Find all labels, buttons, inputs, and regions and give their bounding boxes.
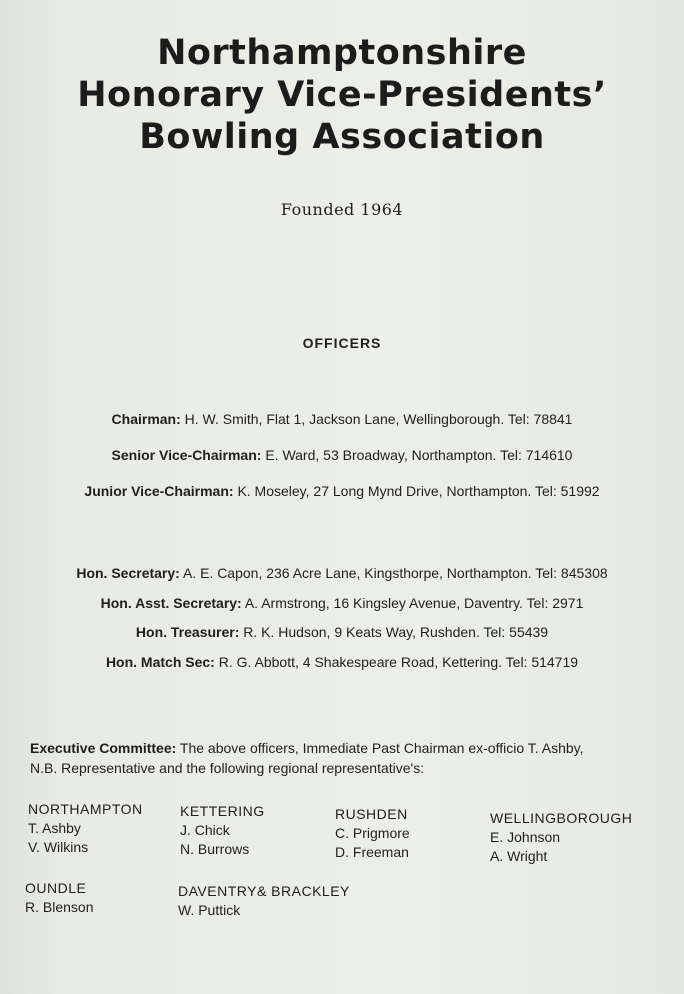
region-name: DAVENTRY& BRACKLEY — [178, 883, 350, 899]
region-name: NORTHAMPTON — [28, 801, 143, 817]
officer-details: K. Moseley, 27 Long Mynd Drive, Northampton. Tel: 51992 — [237, 483, 600, 499]
officer-role: Hon. Treasurer: — [135, 624, 240, 640]
officer-details: A. Armstrong, 16 Kingsley Avenue, Daventry. Tel: 2971 — [244, 595, 584, 611]
officer-details: R. G. Abbott, 4 Shakespeare Road, Kettering. Tel: 514719 — [218, 654, 579, 670]
officer-details: R. K. Hudson, 9 Keats Way, Rushden. Tel: 55439 — [243, 624, 549, 640]
region-member: W. Puttick — [178, 902, 241, 918]
region-member: J. Chick — [180, 822, 230, 838]
officer-hon-match-sec — [0, 654, 684, 670]
officer-chairman — [0, 411, 684, 427]
officers-heading: OFFICERS — [302, 335, 382, 351]
executive-committee — [30, 738, 630, 778]
title-line-3: Bowling Association — [139, 117, 545, 157]
region-oundle — [25, 879, 93, 917]
region-member: E. Johnson — [490, 829, 561, 845]
title-line-2: Honorary Vice-Presidents’ — [77, 75, 607, 115]
region-rushden — [335, 805, 410, 862]
region-wellingborough — [490, 809, 632, 866]
officer-hon-asst-secretary — [0, 595, 684, 611]
region-name: KETTERING — [180, 803, 265, 819]
executive-line-2: N.B. Representative and the following regional representative's: — [30, 760, 425, 776]
region-northampton — [28, 800, 143, 857]
executive-line-1: The above officers, Immediate Past Chairman ex-officio T. Ashby, — [179, 740, 584, 756]
region-member: N. Burrows — [180, 841, 250, 857]
officer-role: Junior Vice-Chairman: — [84, 483, 234, 499]
officer-role: Hon. Secretary: — [76, 565, 180, 581]
region-member: A. Wright — [490, 848, 548, 864]
officer-role: Hon. Match Sec: — [105, 654, 215, 670]
officer-role: Senior Vice-Chairman: — [111, 447, 262, 463]
page-title — [0, 32, 684, 158]
officer-details: E. Ward, 53 Broadway, Northampton. Tel: 714610 — [265, 447, 573, 463]
region-member: R. Blenson — [25, 899, 94, 915]
title-line-1: Northamptonshire — [157, 33, 527, 73]
officer-details: A. E. Capon, 236 Acre Lane, Kingsthorpe, Northampton. Tel: 845308 — [182, 565, 608, 581]
region-member: T. Ashby — [28, 820, 81, 836]
region-member: V. Wilkins — [28, 839, 89, 855]
region-member: D. Freeman — [335, 844, 409, 860]
executive-role: Executive Committee: — [30, 740, 177, 756]
officer-junior-vice-chairman — [0, 483, 684, 499]
officer-senior-vice-chairman — [0, 447, 684, 463]
officer-role: Chairman: — [111, 411, 181, 427]
officer-details: H. W. Smith, Flat 1, Jackson Lane, Wellingborough. Tel: 78841 — [184, 411, 573, 427]
region-name: RUSHDEN — [335, 806, 408, 822]
officer-hon-secretary — [0, 565, 684, 581]
founded-text: Founded 1964 — [280, 200, 404, 219]
officer-hon-treasurer — [0, 624, 684, 640]
region-name: OUNDLE — [25, 880, 87, 896]
officer-role: Hon. Asst. Secretary: — [100, 595, 242, 611]
region-name: WELLINGBOROUGH — [490, 810, 633, 826]
region-daventry-brackley — [178, 882, 350, 920]
region-member: C. Prigmore — [335, 825, 410, 841]
region-kettering — [180, 802, 265, 859]
